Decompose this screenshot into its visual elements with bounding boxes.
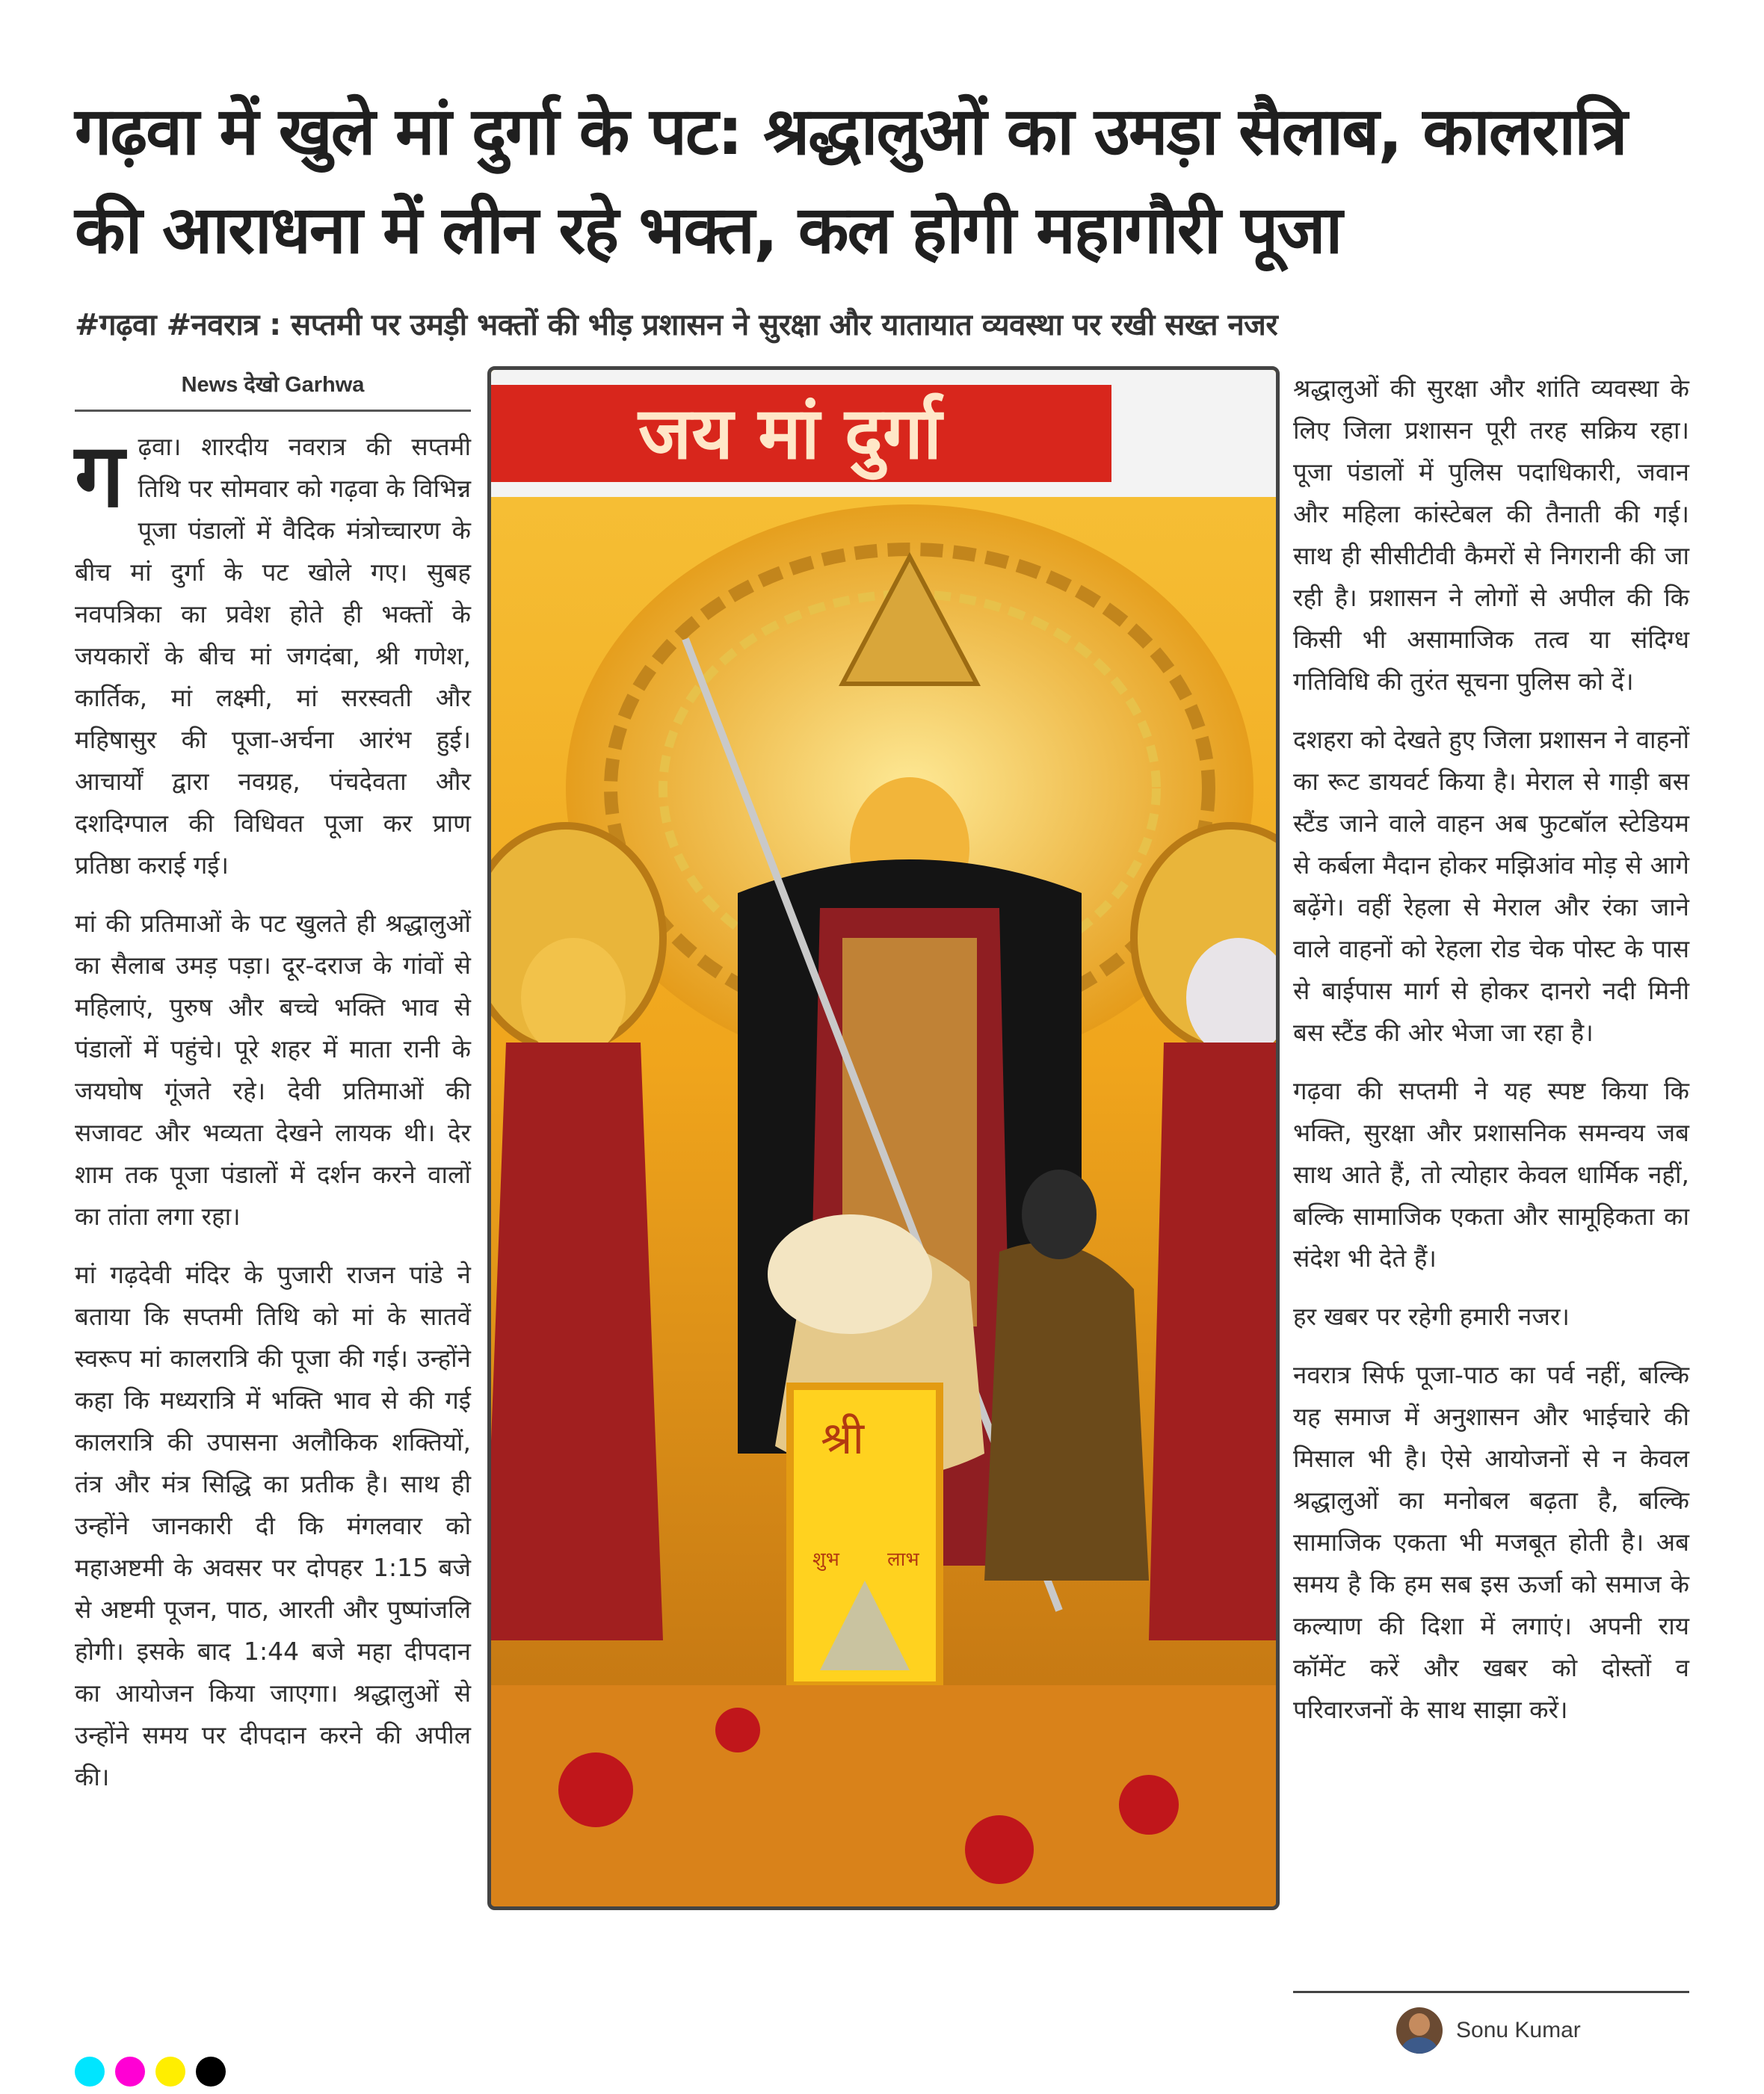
swatch-cyan: [75, 2057, 105, 2087]
paragraph: गढ़वा। शारदीय नवरात्र की सप्तमी तिथि पर सोमवार को गढ़वा के विभिन्न पूजा पंडालों में वैदिक मंत्रोच्चारण के बीच मां दुर्गा के पट खोले गए। सुबह नवपत्रिका का प्रवेश होते ही भक्तों के जयकारों के बीच मां जगदंबा, श्री गणेश, कार्तिक, मां लक्ष्मी, मां सरस्वती और महिषासुर की पूजा-अर्चना आरंभ हुई। आचार्यों द्वारा नवग्रह, पंचदेवता और दशदिग्पाल की विधिवत पूजा कर प्राण प्रतिष्ठा कराई गई।: [75, 424, 471, 880]
right-column: [1293, 368, 1689, 1747]
durga-idol-illustration: [491, 370, 1276, 1906]
paragraph: दशहरा को देखते हुए जिला प्रशासन ने वाहनों का रूट डायवर्ट किया है। मेराल से गाड़ी बस स्टैंड जाने वाले वाहन अब फुटबॉल स्टेडियम से कर्बला मैदान होकर मझिआंव मोड़ से आगे बढ़ेंगे। वहीं रेहला से मेराल और रंका जाने वाले वाहनों को रेहला रोड चेक पोस्ट के पास से बाईपास मार्ग से होकर दानरो नदी मिनी बस स्टैंड की ओर भेजा जा रहा है।: [1293, 725, 1689, 1047]
subheadline: #गढ़वा #नवरात्र : सप्तमी पर उमड़ी भक्तों की भीड़ प्रशासन ने सुरक्षा और यातायात व्यवस्था पर रखी सख्त नजर: [75, 308, 1278, 342]
author-name: Sonu Kumar: [1456, 2018, 1581, 2042]
author-credit: [1396, 2006, 1581, 2055]
paragraph: श्रद्धालुओं की सुरक्षा और शांति व्यवस्था के लिए जिला प्रशासन पूरी तरह सक्रिय रहा। पूजा पंडालों में पुलिस पदाधिकारी, जवान और महिला कांस्टेबल की तैनाती की गई। साथ ही सीसीटीवी कैमरों से निगरानी की जा रही है। प्रशासन ने लोगों से अपील की कि किसी भी असामाजिक तत्व या संदिग्ध गतिविधि की तुरंत सूचना पुलिस को दें।: [1293, 374, 1689, 696]
swatch-black: [196, 2057, 226, 2087]
banner-text: जय मां दुर्गा: [638, 392, 942, 475]
paragraph: गढ़वा की सप्तमी ने यह स्पष्ट किया कि भक्ति, सुरक्षा और प्रशासनिक समन्वय जब साथ आते हैं, तो त्योहार केवल धार्मिक नहीं, बल्कि सामाजिक एकता और सामूहिकता का संदेश भी देते हैं।: [1293, 1076, 1689, 1273]
paragraph: मां गढ़देवी मंदिर के पुजारी राजन पांडे ने बताया कि सप्तमी तिथि को मां के सातवें स्वरूप मां कालरात्रि की पूजा की गई। उन्होंने कहा कि मध्यरात्रि में भक्ति भाव से की गई कालरात्रि की उपासना अलौकिक शक्तियों, तंत्र और मंत्र सिद्धि का प्रतीक है। साथ ही उन्होंने जानकारी दी कि मंगलवार को महाअष्टमी के अवसर पर दोपहर 1:15 बजे से अष्टमी पूजन, पाठ, आरती और पुष्पांजलि होगी। इसके बाद 1:44 बजे महा दीपदान का आयोजन किया जाएगा। श्रद्धालुओं से उन्होंने समय पर दीपदान करने की अपील की।: [75, 1260, 471, 1791]
swatch-yellow: [155, 2057, 185, 2087]
avatar: [1396, 2007, 1443, 2054]
paragraph: हर खबर पर रहेगी हमारी नजर।: [1293, 1302, 1570, 1331]
byline: News देखो Garhwa: [181, 373, 365, 397]
durga-idol-photo: [487, 366, 1280, 1910]
byline-divider: [75, 410, 471, 412]
swatch-magenta: [115, 2057, 145, 2087]
plaque-text: श्री: [820, 1412, 865, 1465]
plaque-sub-left: शुभ: [812, 1548, 839, 1571]
end-divider: [1293, 1991, 1689, 1993]
color-registration-marks: [75, 2057, 226, 2087]
plaque-sub-right: लाभ: [887, 1548, 919, 1571]
paragraph: नवरात्र सिर्फ पूजा-पाठ का पर्व नहीं, बल्कि यह समाज में अनुशासन और भाईचारे की मिसाल भी है। ऐसे आयोजनों से न केवल श्रद्धालुओं का मनोबल बढ़ता है, बल्कि सामाजिक एकता भी मजबूत होती है। अब समय है कि हम सब इस ऊर्जा को समाज के कल्याण की दिशा में लगाएं। अपनी राय कॉमेंट करें और खबर को दोस्तों व परिवारजनों के साथ साझा करें।: [1293, 1360, 1689, 1724]
dropcap: ग: [75, 424, 125, 527]
left-column: [75, 426, 471, 1815]
headline: गढ़वा में खुले मां दुर्गा के पट: श्रद्धालुओं का उमड़ा सैलाब, कालरात्रि की आराधना में लीन रहे भक्त, कल होगी महागौरी पूजा: [75, 93, 1626, 268]
paragraph: मां की प्रतिमाओं के पट खुलते ही श्रद्धालुओं का सैलाब उमड़ पड़ा। दूर-दराज के गांवों से महिलाएं, पुरुष और बच्चे भक्ति भाव से पंडालों में पहुंचे। पूरे शहर में माता रानी के जयघोष गूंजते रहे। देवी प्रतिमाओं की सजावट और भव्यता देखने लायक थी। देर शाम तक पूजा पंडालों में दर्शन करने वालों का तांता लगा रहा।: [75, 909, 471, 1231]
